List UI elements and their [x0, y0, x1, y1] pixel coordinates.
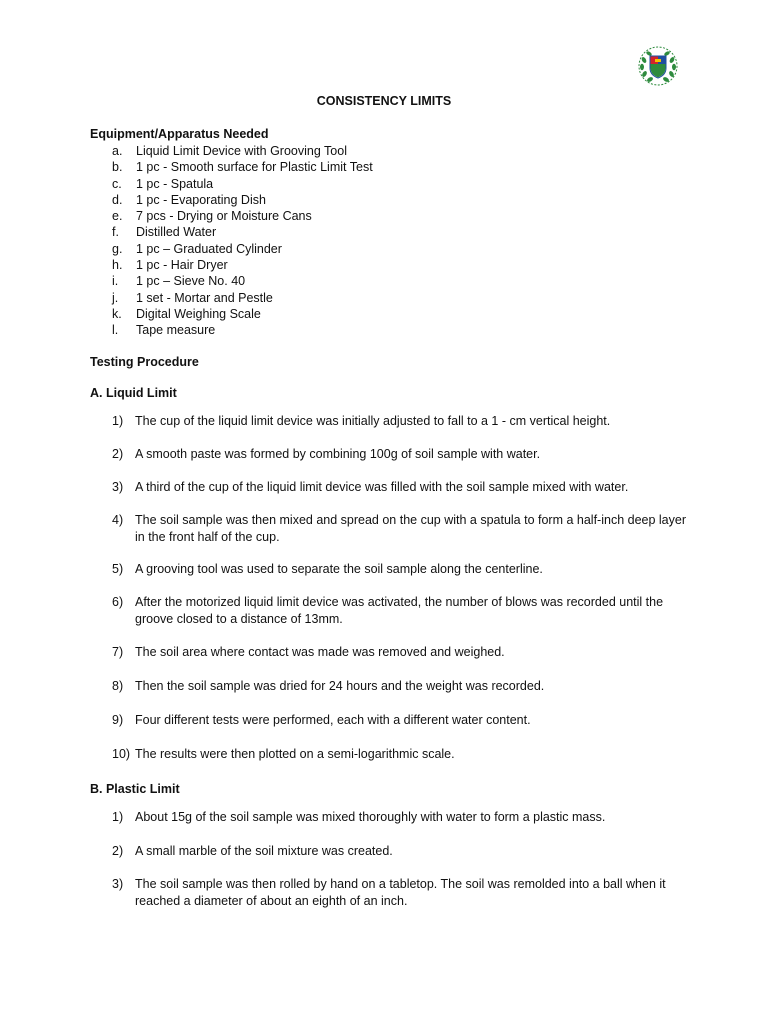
page-title: CONSISTENCY LIMITS	[316, 94, 452, 108]
step-number: 10)	[112, 747, 131, 761]
step-text: After the motorized liquid limit device was activated, the number of blows was recorded until the groove closed to a distance of 13mm.	[135, 595, 664, 626]
list-item-text: 1 pc - Spatula	[136, 176, 214, 191]
step-text: Four different tests were performed, each with a different water content.	[135, 713, 531, 727]
list-item	[112, 241, 672, 257]
equipment-list	[112, 143, 672, 339]
list-item	[112, 273, 672, 289]
list-item-letter: g.	[112, 241, 123, 256]
step-number: 6)	[112, 595, 124, 609]
step-text: A third of the cup of the liquid limit device was filled with the soil sample mixed with water.	[135, 480, 629, 494]
step-number: 9)	[112, 713, 124, 727]
list-item-text: 1 pc - Smooth surface for Plastic Limit Test	[136, 160, 373, 175]
step-number: 3)	[112, 877, 124, 891]
list-item-text: Distilled Water	[136, 225, 217, 240]
step-text: About 15g of the soil sample was mixed thoroughly with water to form a plastic mass.	[135, 810, 606, 824]
list-item	[112, 159, 672, 175]
list-item-letter: e.	[112, 209, 123, 224]
list-item-letter: l.	[112, 323, 119, 338]
step-number: 7)	[112, 645, 124, 659]
list-item	[112, 224, 672, 240]
shield-icon	[650, 56, 666, 78]
list-item-letter: a.	[112, 144, 123, 158]
liquid-limit-heading: A. Liquid Limit	[90, 386, 177, 400]
step-text: A small marble of the soil mixture was created.	[135, 844, 393, 858]
list-item-text: 1 pc – Graduated Cylinder	[136, 241, 282, 256]
list-item-text: 7 pcs - Drying or Moisture Cans	[136, 209, 312, 224]
step-number: 2)	[112, 447, 124, 461]
list-item-text: 1 pc - Evaporating Dish	[136, 192, 266, 207]
step-text: Then the soil sample was dried for 24 hours and the weight was recorded.	[135, 679, 545, 693]
list-item-letter: k.	[112, 306, 122, 321]
list-item	[112, 322, 672, 338]
step-text: A smooth paste was formed by combining 100g of soil sample with water.	[135, 447, 541, 461]
list-item-letter: f.	[112, 225, 119, 240]
list-item-letter: d.	[112, 192, 123, 207]
list-item-letter: h.	[112, 258, 123, 273]
step-number: 5)	[112, 562, 124, 576]
list-item	[112, 192, 672, 208]
step-number: 2)	[112, 844, 124, 858]
list-item	[112, 306, 672, 322]
step-number: 4)	[112, 513, 124, 527]
step-text: The results were then plotted on a semi-logarithmic scale.	[135, 747, 455, 761]
step-number: 1)	[112, 810, 124, 824]
list-item-text: Digital Weighing Scale	[136, 306, 261, 321]
list-item	[112, 143, 672, 159]
step-text: The soil sample was then rolled by hand on a tabletop. The soil was remolded into a ball when it reached a diameter of about an eighth of an inch.	[135, 877, 666, 908]
step-number: 1)	[112, 414, 124, 428]
list-item-text: Liquid Limit Device with Grooving Tool	[136, 144, 347, 158]
list-item-text: Tape measure	[136, 323, 216, 338]
list-item-letter: c.	[112, 176, 122, 191]
list-item-letter: b.	[112, 160, 123, 175]
list-item-text: 1 pc - Hair Dryer	[136, 258, 228, 273]
equipment-heading: Equipment/Apparatus Needed	[90, 127, 269, 141]
step-text: The soil area where contact was made was removed and weighed.	[135, 645, 505, 659]
list-item-text: 1 pc – Sieve No. 40	[136, 274, 246, 289]
institution-logo	[638, 46, 678, 86]
step-text: A grooving tool was used to separate the soil sample along the centerline.	[135, 562, 543, 576]
step-number: 3)	[112, 480, 124, 494]
step-text: The soil sample was then mixed and spread on the cup with a spatula to form a half-inch deep layer in the front half of the cup.	[135, 513, 687, 544]
list-item	[112, 208, 672, 224]
step-text: The cup of the liquid limit device was initially adjusted to fall to a 1 - cm vertical height.	[135, 414, 611, 428]
list-item-letter: j.	[112, 290, 119, 305]
list-item-letter: i.	[112, 274, 119, 289]
list-item	[112, 290, 672, 306]
list-item-text: 1 set - Mortar and Pestle	[136, 290, 273, 305]
plastic-limit-heading: B. Plastic Limit	[90, 782, 180, 796]
list-item	[112, 257, 672, 273]
list-item	[112, 176, 672, 192]
step-number: 8)	[112, 679, 124, 693]
testing-procedure-heading: Testing Procedure	[90, 355, 199, 369]
